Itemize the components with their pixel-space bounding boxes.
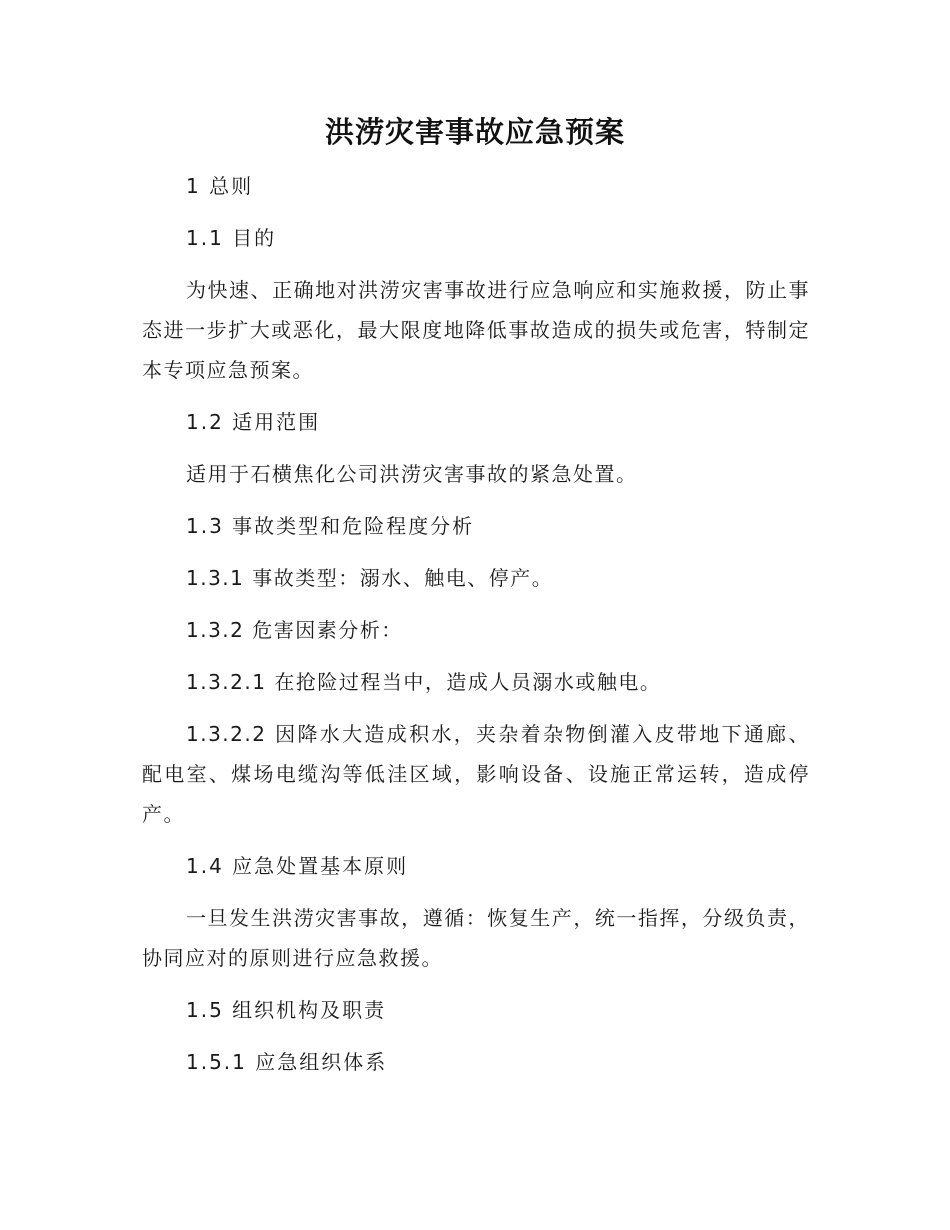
paragraph-hazard-2: 1.3.2.2 因降水大造成积水，夹杂着杂物倒灌入皮带地下通廊、配电室、煤场电缆沟等低洼区域，影响设备、设施正常运转，造成停产。 [142,722,810,826]
section-heading-organization: 1.5 组织机构及职责 [186,998,387,1022]
document-body [142,166,810,1094]
section-heading-purpose: 1.1 目的 [186,226,277,250]
section-heading-accident-analysis: 1.3 事故类型和危险程度分析 [186,514,475,538]
paragraph-principles: 一旦发生洪涝灾害事故，遵循：恢复生产，统一指挥，分级负责，协同应对的原则进行应急救援。 [142,906,810,970]
paragraph-purpose: 为快速、正确地对洪涝灾害事故进行应急响应和实施救援，防止事态进一步扩大或恶化，最大限度地降低事故造成的损失或危害，特制定本专项应急预案。 [142,278,810,382]
document-title: 洪涝灾害事故应急预案 [324,115,625,149]
paragraph-accident-types: 1.3.1 事故类型：溺水、触电、停产。 [186,566,554,590]
section-heading-general: 1 总则 [186,174,254,198]
paragraph-scope: 适用于石横焦化公司洪涝灾害事故的紧急处置。 [186,462,638,486]
paragraph-hazard-factors: 1.3.2 危害因素分析： [186,618,403,642]
paragraph-hazard-1: 1.3.2.1 在抢险过程当中，造成人员溺水或触电。 [186,670,662,694]
section-heading-organization-system: 1.5.1 应急组织体系 [186,1050,388,1074]
section-heading-principles: 1.4 应急处置基本原则 [186,854,409,878]
section-heading-scope: 1.2 适用范围 [186,410,321,434]
